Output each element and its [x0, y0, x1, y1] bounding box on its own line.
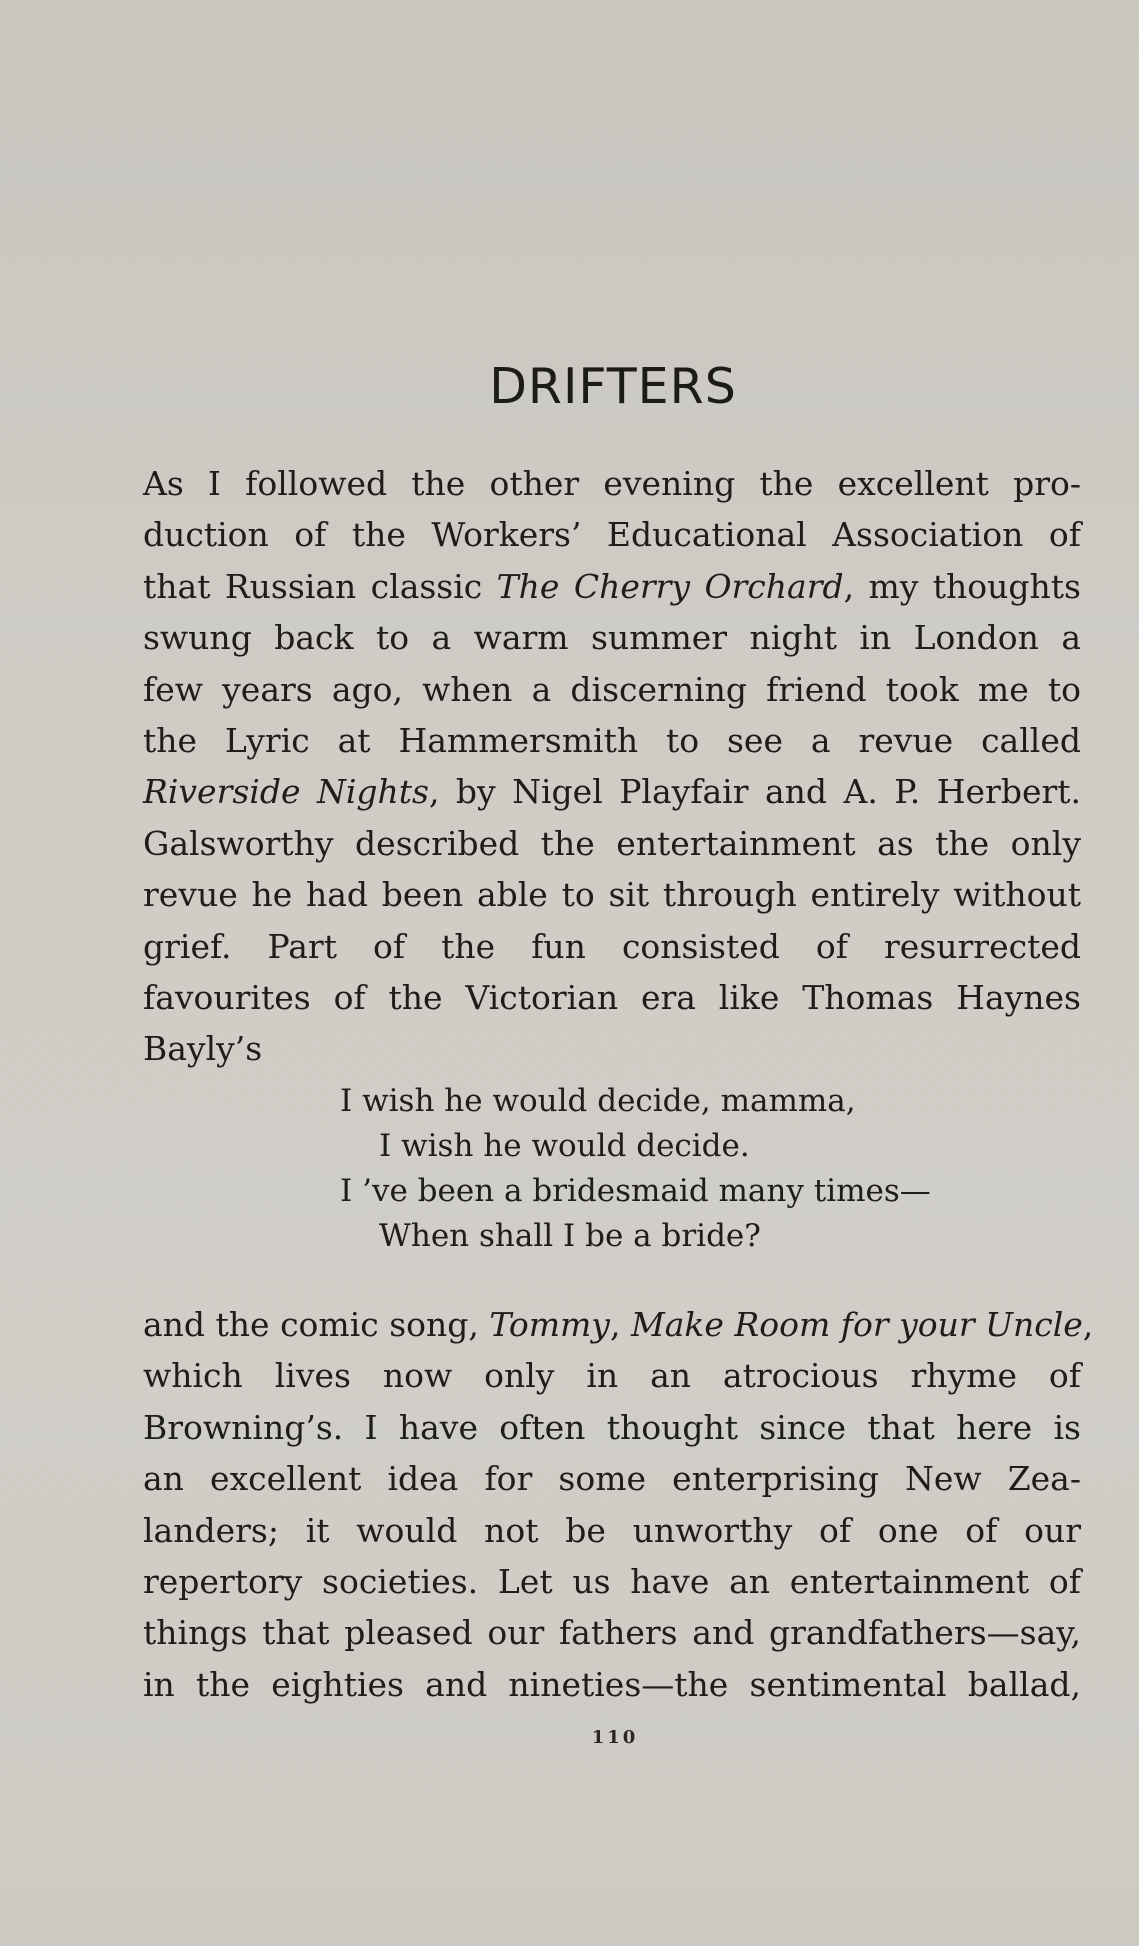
paragraph-1 — [143, 458, 1081, 1075]
chapter-title: DRIFTERS — [489, 358, 737, 415]
text-line: landers; it would not be unworthy of one of our — [143, 1510, 1081, 1550]
text-line — [143, 561, 1081, 612]
verse-quotation — [340, 1079, 931, 1259]
text-line: swung back to a warm summer night in London a — [143, 618, 1081, 658]
text-line — [143, 766, 1081, 817]
text-line — [143, 1299, 1094, 1350]
text-line: Bayly’s — [143, 1029, 263, 1069]
text-line: repertory societies. Let us have an entertainment of — [143, 1562, 1081, 1602]
italic-title: Make Room for your Uncle — [630, 1305, 1083, 1344]
page-number: 110 — [591, 1727, 639, 1748]
paragraph-2 — [143, 1299, 1094, 1710]
text-fragment: and the comic song, — [143, 1305, 490, 1344]
text-line: duction of the Workers’ Educational Association of — [143, 515, 1081, 555]
text-line: things that pleased our fathers and grandfathers—say, — [143, 1613, 1081, 1653]
text-fragment: , by Nigel Playfair and A. P. Herbert. — [428, 772, 1081, 812]
text-line: in the eighties and nineties—the sentimental ballad, — [143, 1664, 1081, 1704]
text-fragment: , — [609, 1305, 631, 1344]
text-line: As I followed the other evening the excellent pro- — [143, 464, 1081, 503]
text-fragment: , my thoughts — [843, 566, 1081, 606]
text-line: the Lyric at Hammersmith to see a revue called — [143, 721, 1081, 761]
italic-title: Tommy — [489, 1305, 610, 1344]
text-line: favourites of the Victorian era like Thomas Haynes — [143, 978, 1081, 1018]
text-line: grief. Part of the fun consisted of resurrected — [143, 926, 1081, 966]
text-line: revue he had been able to sit through entirely without — [143, 875, 1081, 915]
text-fragment: that Russian classic — [143, 566, 497, 606]
text-line: few years ago, when a discerning friend took me to — [143, 669, 1081, 709]
text-line: Galsworthy described the entertainment as the only — [143, 823, 1081, 863]
verse-line: When shall I be a bride? — [379, 1218, 761, 1254]
italic-title: The Cherry Orchard — [496, 566, 844, 606]
verse-line: I wish he would decide, mamma, — [340, 1083, 856, 1119]
text-line: an excellent idea for some enterprising New Zea- — [143, 1459, 1081, 1499]
text-fragment: , — [1082, 1305, 1094, 1344]
text-line: which lives now only in an atrocious rhyme of — [143, 1356, 1081, 1396]
italic-title: Riverside Nights — [143, 772, 429, 812]
verse-line: I wish he would decide. — [379, 1128, 750, 1164]
verse-line: I ’ve been a bridesmaid many times— — [340, 1173, 931, 1209]
text-line: Browning’s. I have often thought since that here is — [143, 1407, 1081, 1447]
